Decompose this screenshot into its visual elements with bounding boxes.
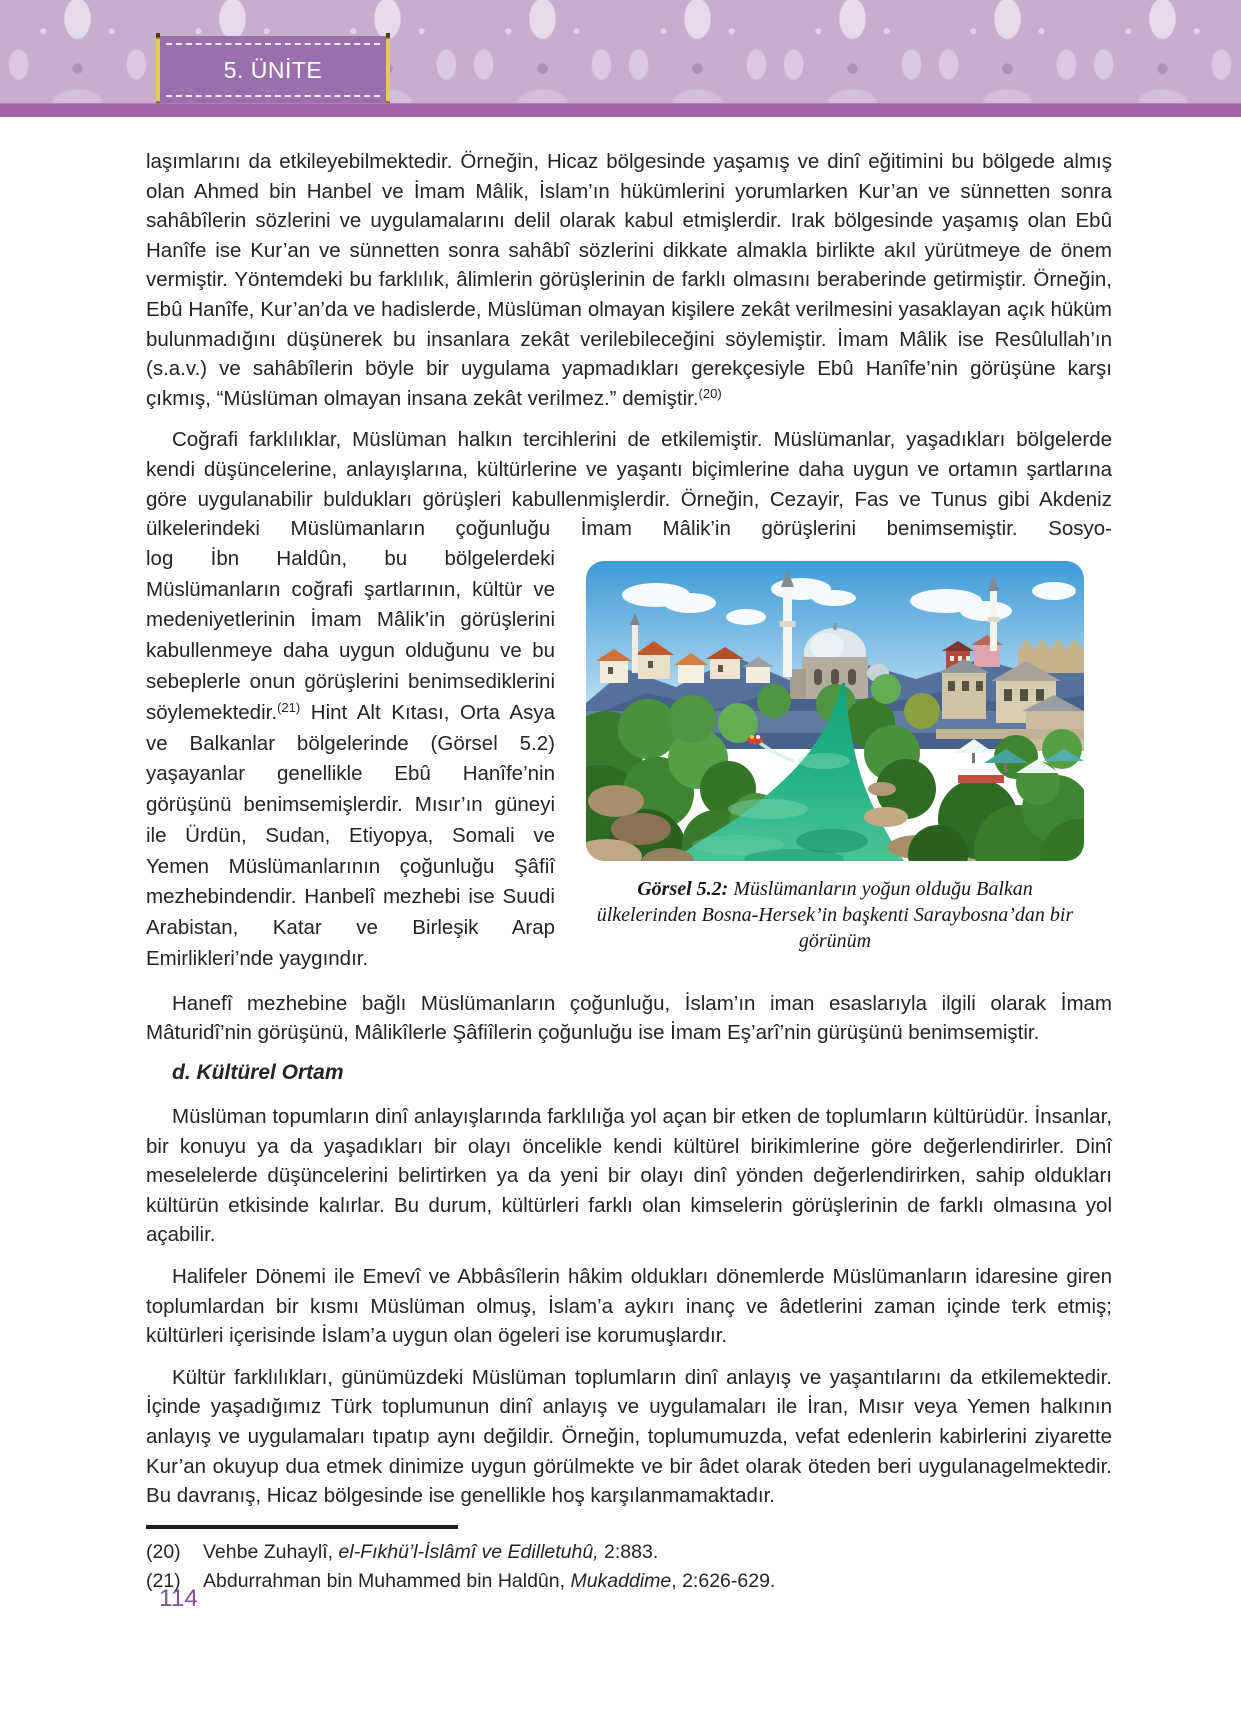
paragraph-3	[146, 989, 1112, 1048]
paragraph-1	[146, 147, 1112, 413]
wrapped-text-column	[146, 544, 555, 975]
footnote-20-author: Vehbe Zuhaylî,	[203, 1540, 339, 1563]
footnote-ref-21: (21)	[277, 699, 301, 715]
paragraph-4-text: Müslüman topumların dinî anlayışlarında farklılığa yol açan bir etken de toplumların kültürüdür. İnsanlar, bir konuyu ya da yaşadıkları bir olayı öncelikle kendi kültürel birikimlerine göre değerlendirirler. Dinî meselelerde düşüncelerini belirtirken ya da yeni bir olayı dinî yönden değerlendirirken, sahip oldukları kültürün etkisinde kalırlar. Bu durum, kültürleri farklı olan kimselerin görüşlerinin de farklı olmasına yol açabilir.	[146, 1105, 1112, 1247]
paragraph-6	[146, 1363, 1112, 1511]
page-header	[0, 0, 1241, 117]
footnote-21-pages: , 2:626-629.	[671, 1569, 776, 1592]
paragraph-2c-text: Hint Alt Kıtası, Orta Asya ve Balkanlar bölgelerinde (Görsel 5.2) yaşayanlar genellikle Ebû Hanîfe’nin görüşünü benimsemişlerdir. Mısır’ın güneyi ile Ürdün, Sudan, Etiyopya, Somali ve Yemen Müslümanlarının çoğunluğu Şâfiî mezhebindendir. Hanbelî mezhebi ise Suudi Arabistan, Katar ve Birleşik Arap Emirlikleri’nde yaygındır.	[146, 700, 555, 971]
footnote-21	[146, 1567, 1112, 1596]
paragraph-2-continued	[146, 544, 555, 975]
ribbon-bar-right-icon	[386, 33, 390, 107]
ribbon-bar-left-icon	[156, 33, 160, 107]
footnote-21-author: Abdurrahman bin Muhammed bin Haldûn,	[203, 1569, 571, 1592]
page-content	[146, 147, 1112, 1596]
paragraph-2	[146, 425, 1112, 543]
footnotes	[146, 1538, 1112, 1596]
unit-label-box	[157, 36, 389, 104]
bosnia-photo	[586, 561, 1084, 861]
text-and-figure-row	[146, 544, 1112, 975]
page-number: 114	[159, 1585, 199, 1612]
paragraph-3-text: Hanefî mezhebine bağlı Müslümanların çoğunluğu, İslam’ın iman esaslarıyla ilgili olarak İmam Mâturidî’nin görüşünü, Mâlikîlerle Şâfiîlerin çoğunluğu ise İmam Eş’arî’nin gürüşünü benimsemiştir.	[146, 991, 1112, 1045]
footnote-20	[146, 1538, 1112, 1567]
paragraph-6-text: Kültür farklılıkları, günümüzdeki Müslüman toplumların dinî anlayış ve yaşantılarını da etkilemektedir. İçinde yaşadığımız Türk toplumunun dinî anlayış ve uygulamaları ile İran, Mısır veya Yemen halkının anlayış ve uygulamaları tıpatıp aynı değildir. Örneğin, toplumumuzda, vefat edenlerin kabirlerini ziyarette Kur’an okuyup dua etmek dinimize uygun görülmekte ve bir âdet olarak öteden beri uygulanagelmektedir. Bu davranış, Hicaz bölgesinde ise genellikle hoş karşılanmamaktadır.	[146, 1365, 1112, 1508]
footnote-20-title: el-Fıkhü’l-İslâmî ve Edilletuhû,	[338, 1540, 599, 1563]
figure-column	[586, 544, 1086, 975]
paragraph-5-text: Halifeler Dönemi ile Emevî ve Abbâsîlerin hâkim oldukları dönemlerde Müslümanların idaresine giren toplumlardan bir kısmı Müslüman olmuş, İslam’a aykırı inanç ve âdetlerini zaman içinde terk etmiş; kültürleri içerisinde İslam’a uygun olan ögeleri ise korumuşlardır.	[146, 1265, 1112, 1348]
section-heading: d. Kültürel Ortam	[172, 1061, 344, 1085]
footnote-ref-20: (20)	[698, 385, 722, 401]
footnote-21-title: Mukaddime	[570, 1569, 672, 1592]
figure-caption	[586, 876, 1084, 954]
paragraph-1-text: laşımlarını da etkileyebilmektedir. Örneğin, Hicaz bölgesinde yaşamış ve dinî eğitimini bu bölgede almış olan Ahmed bin Hanbel ve İmam Mâlik, İslam’ın hükümlerini yorumlarken Kur’an ve sünnetten sonra sahâbîlerin sözlerini ve uygulamalarını delil olarak kabul etmişlerdir. Irak bölgesinde yaşamış olan Ebû Hanîfe ise Kur’an ve sünnetten sonra sahâbî sözlerini dikkate almakla birlikte akıl yürütmeye de önem vermiştir. Yöntemdeki bu farklılık, âlimlerin görüşlerinin de farklı olmasını beraberinde getirmiştir. Örneğin, Ebû Hanîfe, Kur’an’da ve hadislerde, Müslüman olmayan kişilere zekât verilmesini yasaklayan açık hüküm bulunmadığını düşünerek bu insanlara zekât verilebileceğini söylemiştir. İmam Mâlik ise Resûlullah’ın (s.a.v.) ve sahâbîlerin böyle bir uygulama yapmadıkları gerekçesiyle Ebû Hanîfe’nin görüşüne karşı çıkmış, “Müslüman olmayan insana zekât verilmez.” demiştir.	[146, 150, 1112, 410]
paragraph-2-text: Coğrafi farklılıklar, Müslüman halkın tercihlerini de etkilemiştir. Müslümanlar, yaşadıkları bölgelerde kendi düşüncelerine, anlayışlarına, kültürlerine ve yaşantı biçimlerine daha uygun ve ortamın şartlarına göre uygulanabilir buldukları görüşleri kabullenmişlerdir. Örneğin, Cezayir, Fas ve Tunus gibi Akdeniz ülkelerindeki Müslümanların çoğunluğu İmam Mâlik’in görüşlerini benimsemiştir. Sosyo-	[146, 428, 1112, 541]
footnote-text	[203, 1538, 658, 1567]
footnote-number: (20)	[146, 1540, 181, 1563]
footnote-number: (21)	[146, 1569, 181, 1592]
paragraph-4	[146, 1102, 1112, 1250]
figure-caption-text: Müslümanların yoğun olduğu Balkan ülkelerinden Bosna-Hersek’in başkenti Saraybosna’dan bir görünüm	[596, 877, 1074, 952]
paragraph-5	[146, 1262, 1112, 1351]
footnote-divider	[146, 1525, 458, 1529]
footnote-text	[203, 1567, 775, 1596]
paragraph-2b-text: log İbn Haldûn, bu bölgelerdeki Müslümanların coğrafi şartlarının, kültür ve medeniyetlerinin İmam Mâlik’in görüşlerini kabullenmeye daha uygun olduğunu ve bu sebeplerle onun görüşlerini benimsediklerini söylemektedir.	[146, 546, 555, 724]
unit-label: 5. ÜNİTE	[223, 56, 323, 83]
footnote-20-pages: 2:883.	[598, 1540, 659, 1563]
figure-caption-label: Görsel 5.2:	[637, 877, 729, 900]
header-strip	[0, 103, 1241, 117]
figure-gorsel-5-2	[586, 561, 1084, 954]
